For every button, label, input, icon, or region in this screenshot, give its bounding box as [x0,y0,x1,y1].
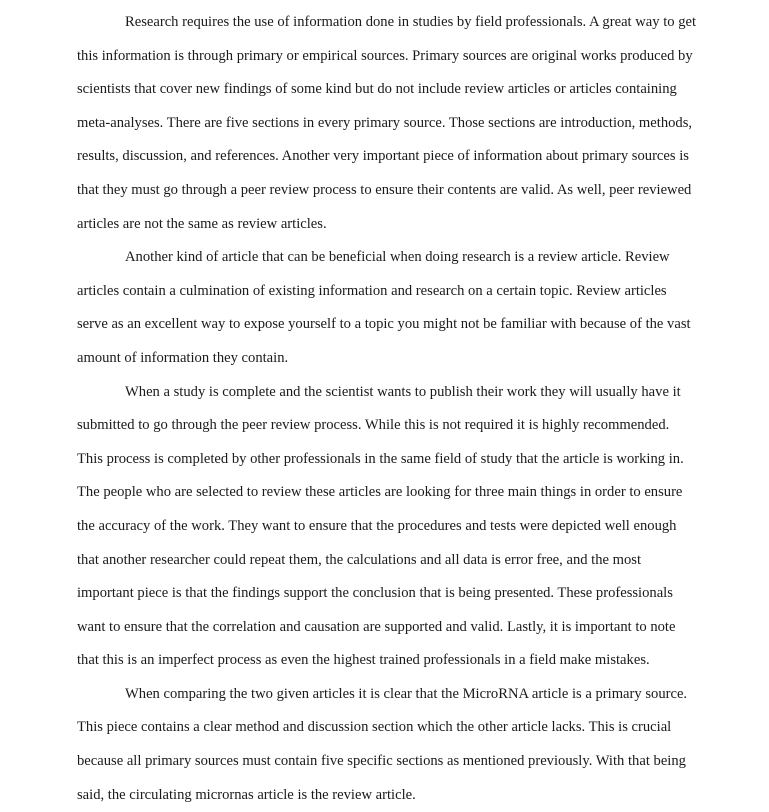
text-line: amount of information they contain. [77,349,289,366]
text-line: the accuracy of the work. They want to ensure that the procedures and tests were depicted well enough [77,517,677,534]
text-line: want to ensure that the correlation and causation are supported and valid. Lastly, it is important to note [77,618,676,635]
text-line: submitted to go through the peer review process. While this is not required it is highly recommended. [77,417,670,434]
text-line: When a study is complete and the scientist wants to publish their work they will usually have it [125,383,681,400]
text-line: Research requires the use of information done in studies by field professionals. A great way to get [125,14,697,30]
text-line: articles contain a culmination of existing information and research on a certain topic. Review articles [77,282,667,299]
text-line: The people who are selected to review these articles are looking for three main things in order to ensure [77,484,683,501]
text-line: that they must go through a peer review process to ensure their contents are valid. As well, peer reviewed [77,181,692,198]
text-line: this information is through primary or empirical sources. Primary sources are original works produced by [77,47,693,64]
paragraph-comparison [77,678,697,812]
text-line: This process is completed by other professionals in the same field of study that the article is working in. [77,450,684,467]
text-line: serve as an excellent way to expose yourself to a topic you might not be familiar with because of the vast [77,316,691,333]
text-line: Another kind of article that can be beneficial when doing research is a review article. Review [125,249,670,266]
paragraph-peer-review [77,376,697,678]
text-line: scientists that cover new findings of some kind but do not include review articles or articles containing [77,81,677,98]
paragraph-primary-sources [77,6,697,241]
document-page [77,6,697,812]
text-line: When comparing the two given articles it is clear that the MicroRNA article is a primary source. [125,685,688,702]
paragraph-review-articles [77,241,697,375]
text-line: because all primary sources must contain five specific sections as mentioned previously. With that being [77,753,686,770]
text-line: said, the circulating micrornas article is the review article. [77,786,416,803]
text-line: important piece is that the findings support the conclusion that is being presented. These professionals [77,585,673,602]
text-line: meta-analyses. There are five sections in every primary source. Those sections are introduction, methods, [77,114,693,131]
text-line: articles are not the same as review articles. [77,215,327,232]
text-line: results, discussion, and references. Another very important piece of information about primary sources is [77,148,689,165]
text-line: This piece contains a clear method and discussion section which the other article lacks. This is crucial [77,719,672,736]
text-line: that another researcher could repeat them, the calculations and all data is error free, and the most [77,551,642,568]
text-line: that this is an imperfect process as even the highest trained professionals in a field make mistakes. [77,652,650,669]
